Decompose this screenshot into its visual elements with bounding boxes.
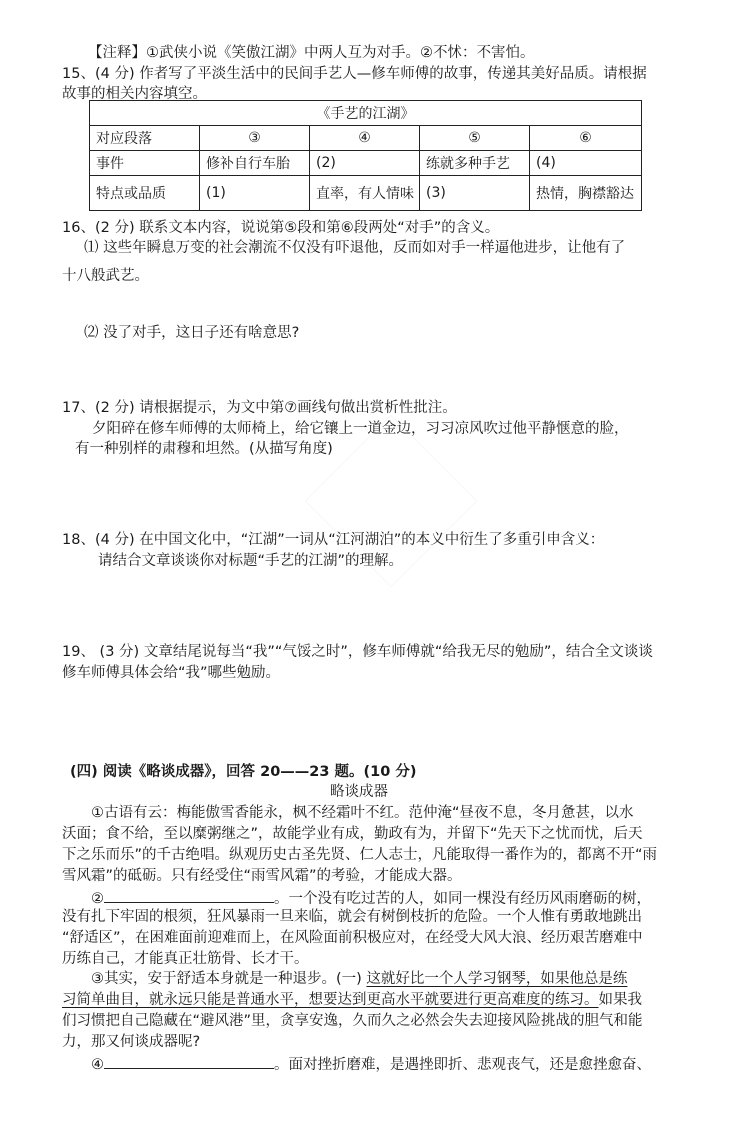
table-cell: 事件 [90,151,200,176]
passage-paragraph-3-line: 习简单曲目，就永远只能是普通水平，想要达到更高水平就要进行更高难度的练习。如果我 [62,992,642,1008]
question-17-quote-line1: 夕阳碎在修车师傅的太师椅上，给它镶上一道金边，习习凉风吹过他平静惬意的脸， [92,421,629,437]
table-cell: 直率，有人情味 [310,176,420,211]
question-15-line1: 15、(4 分) 作者写了平淡生活中的民间手艺人—修车师傅的故事，传递其美好品质。请根据 [62,66,647,82]
table-title: 《手艺的江湖》 [90,101,642,126]
table-cell: (2) [310,151,420,176]
passage-paragraph-2-line: “舒适区”，在困难面前迎难而上，在风险面前积极应对，在经受大风大浪、经历艰苦磨难中 [62,930,643,946]
answer-blank-2[interactable] [104,886,274,903]
table-row [90,126,642,151]
answer-blank-4[interactable] [104,1052,274,1069]
table-cell: 特点或品质 [90,176,200,211]
question-16-stem: 16、(2 分) 联系文本内容，说说第⑤段和第⑥段两处“对手”的含义。 [62,220,500,236]
craft-table [89,100,642,211]
question-18-line2: 请结合文章谈谈你对标题“手艺的江湖”的理解。 [98,553,404,569]
question-17-quote-line2: 有一种别样的肃穆和坦然。(从描写角度) [75,441,333,457]
table-cell: 热情，胸襟豁达 [530,176,642,211]
question-17-stem: 17、(2 分) 请根据提示，为文中第⑦画线句做出赏析性批注。 [62,400,457,416]
question-15-line2: 故事的相关内容填空。 [62,86,207,102]
passage-paragraph-1-line: 下之乐而乐”的千古绝唱。纵观历史古圣先贤、仁人志士，凡能取得一番作为的，都离不开“雨 [62,847,658,863]
table-cell: 练就多种手艺 [420,151,530,176]
passage-paragraph-1-line: 沃面；食不给，至以糜粥继之”，故能学业有成，勤政有为，并留下“先天下之忧而忧，后天 [62,826,643,842]
table-cell: 修补自行车胎 [200,151,310,176]
table-cell: (3) [420,176,530,211]
underlined-sentence: 习简单曲目，就永远只能是普通水平，想要达到更高水平就要进行更高难度的练习。 [62,992,599,1008]
passage-paragraph-2-line: 历练自己，才能真正壮筋骨、长才干。 [62,951,309,967]
passage-title: 略谈成器 [330,784,388,800]
table-cell: ⑥ [530,126,642,151]
underlined-sentence: 这就好比一个人学习钢琴，如果他总是练 [366,971,628,987]
table-cell: 对应段落 [90,126,200,151]
passage-paragraph-1-line: 雪风霜”的砥砺。只有经受住“雨雪风霜”的考验，才能成大器。 [62,868,462,884]
annotation-note: 【注释】①武侠小说《笑傲江湖》中两人互为对手。②不怵：不害怕。 [88,45,535,61]
question-19-line1: 19、 (3 分) 文章结尾说每当“我”“气馁之时”，修车师傅就“给我无尽的勉励”，结合全文谈谈 [62,644,653,660]
passage-paragraph-4-first-line: ④ 。面对挫折磨难，是遇挫即折、悲观丧气，还是愈挫愈奋、 [91,1052,651,1075]
table-cell: ③ [200,126,310,151]
passage-paragraph-2-first-line: ② 。一个没有吃过苦的人，如同一棵没有经历风雨磨砺的树， [91,886,651,909]
question-16-answer-1-line2: 十八般武艺。 [62,268,149,284]
table-cell: ④ [310,126,420,151]
question-16-answer-2: ⑵ 没了对手，这日子还有啥意思? [84,325,300,341]
passage-paragraph-3-first-line: ③其实，安于舒适本身就是一种退步。(一) 这就好比一个人学习钢琴，如果他总是练 [91,971,628,987]
passage-paragraph-1-line: ①古语有云：梅能傲雪香能永，枫不经霜叶不红。范仲淹“昼夜不息，冬月惫甚，以水 [91,805,634,821]
table-row [90,151,642,176]
passage-paragraph-2-line: 没有扎下牢固的根须，狂风暴雨一旦来临，就会有树倒枝折的危险。一个人惟有勇敢地跳出 [62,909,642,925]
question-18-stem: 18、(4 分) 在中国文化中，“江湖”一词从“江河湖泊”的本义中衍生了多重引申含义： [62,532,605,548]
table-cell: (1) [200,176,310,211]
table-row [90,176,642,211]
question-19-line2: 修车师傅具体会给“我”哪些勉励。 [62,665,281,681]
paragraph-number: ④ [91,1057,104,1073]
section-4-heading: (四) 阅读《略谈成器》，回答 20——23 题。(10 分) [70,764,417,780]
table-cell: (4) [530,151,642,176]
passage-paragraph-3-line: 力，那又何谈成器呢? [62,1034,201,1050]
question-16-answer-1-line1: ⑴ 这些年瞬息万变的社会潮流不仅没有吓退他，反而如对手一样逼他进步，让他有了 [84,240,626,256]
passage-paragraph-3-line: 们习惯把自己隐藏在“避风港”里，贪享安逸，久而久之必然会失去迎接风险挑战的胆气和能 [62,1013,643,1029]
table-cell: ⑤ [420,126,530,151]
paragraph-number: ② [91,891,104,907]
